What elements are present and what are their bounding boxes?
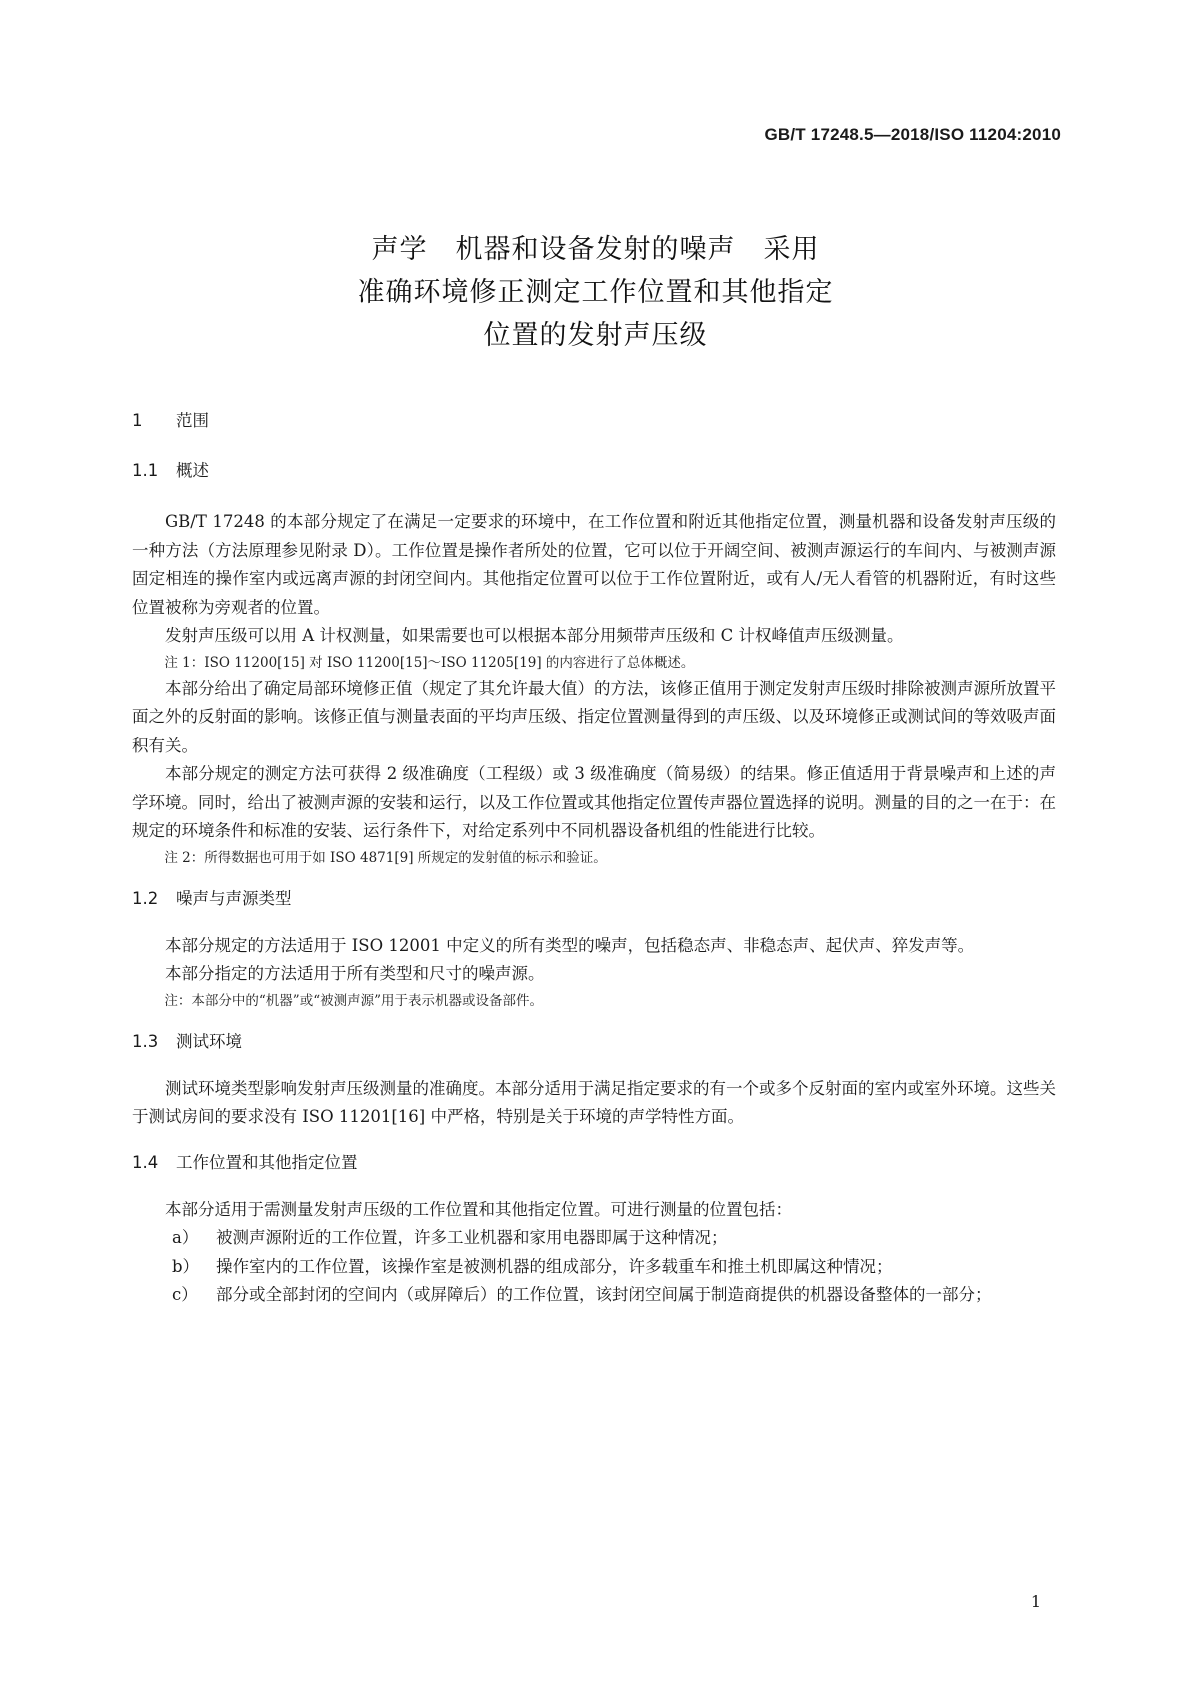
paragraph: 本部分规定的方法适用于 ISO 12001 中定义的所有类型的噪声，包括稳态声、非稳态声、起伏声、猝发声等。 xyxy=(165,935,975,955)
paragraph: GB/T 17248 的本部分规定了在满足一定要求的环境中，在工作位置和附近其他指定位置，测量机器和设备发射声压级的一种方法（方法原理参见附录 D）。工作位置是操作者所处的位置，它可以位于开阔空间、被测声源运行的车间内、与被测声源固定相连的操作室内或远离声源的封闭空间内。其他指定位置可以位于工作位置附近，或有人/无人看管的机器附近，有时这些位置被称为旁观者的位置。 xyxy=(132,512,1056,617)
list-item xyxy=(132,1224,1056,1253)
section-title: 概述 xyxy=(176,461,209,480)
list-marker: a） xyxy=(172,1228,199,1247)
paragraph: 本部分规定的测定方法可获得 2 级准确度（工程级）或 3 级准确度（简易级）的结果。修正值适用于背景噪声和上述的声学环境。同时，给出了被测声源的安装和运行，以及工作位置或其他指定位置传声器位置选择的说明。测量的目的之一在于：在规定的环境条件和标准的安装、运行条件下，对给定系列中不同机器设备机组的性能进行比较。 xyxy=(132,764,1056,840)
title-line-1: 声学 机器和设备发射的噪声 采用 xyxy=(371,234,820,265)
note: 注 1：ISO 11200[15] 对 ISO 11200[15]～ISO 11205[19] 的内容进行了总体概述。 xyxy=(164,654,695,671)
section-number: 1.2 xyxy=(132,888,159,908)
section-title: 噪声与声源类型 xyxy=(176,888,292,908)
list-item-text: 部分或全部封闭的空间内（或屏障后）的工作位置，该封闭空间属于制造商提供的机器设备整体的一部分； xyxy=(216,1285,992,1304)
document-title xyxy=(0,228,1191,357)
section-1-1-heading xyxy=(132,460,1056,482)
list-item-text: 被测声源附近的工作位置，许多工业机器和家用电器即属于这种情况； xyxy=(216,1228,728,1247)
section-1-3-heading xyxy=(132,1031,1056,1053)
paragraph: 本部分指定的方法适用于所有类型和尺寸的噪声源。 xyxy=(165,964,545,983)
section-1-4-heading xyxy=(132,1152,1056,1174)
paragraph: 本部分给出了确定局部环境修正值（规定了其允许最大值）的方法，该修正值用于测定发射声压级时排除被测声源所放置平面之外的反射面的影响。该修正值与测量表面的平均声压级、指定位置测量得到的声压级、以及环境修正或测试间的等效吸声面积有关。 xyxy=(132,678,1056,755)
title-line-3: 位置的发射声压级 xyxy=(483,320,708,351)
title-line-2: 准确环境修正测定工作位置和其他指定 xyxy=(357,277,834,308)
paragraph: 发射声压级可以用 A 计权测量，如果需要也可以根据本部分用频带声压级和 C 计权峰值声压级测量。 xyxy=(165,626,904,645)
note: 注 2：所得数据也可用于如 ISO 4871[9] 所规定的发射值的标示和验证。 xyxy=(164,849,607,866)
section-number: 1.1 xyxy=(132,461,159,480)
list-marker: b） xyxy=(172,1256,200,1276)
list-item-text: 操作室内的工作位置，该操作室是被测机器的组成部分，许多载重车和推土机即属这种情况； xyxy=(216,1256,893,1276)
paragraph: 测试环境类型影响发射声压级测量的准确度。本部分适用于满足指定要求的有一个或多个反射面的室内或室外环境。这些关于测试房间的要求没有 ISO 11201[16] 中严格，特别是关于环境的声学特性方面。 xyxy=(132,1078,1056,1126)
list-item xyxy=(132,1281,1056,1310)
paragraph: 本部分适用于需测量发射声压级的工作位置和其他指定位置。可进行测量的位置包括： xyxy=(165,1199,792,1219)
document-body xyxy=(132,410,1056,1310)
section-title: 范围 xyxy=(176,411,209,430)
section-1-2-heading xyxy=(132,888,1056,910)
note: 注：本部分中的“机器”或“被测声源”用于表示机器或设备部件。 xyxy=(164,992,543,1009)
section-number: 1.4 xyxy=(132,1152,159,1172)
section-title: 工作位置和其他指定位置 xyxy=(176,1152,358,1172)
page-number: 1 xyxy=(1030,1592,1041,1611)
list-marker: c） xyxy=(172,1285,198,1304)
standard-code: GB/T 17248.5—2018/ISO 11204:2010 xyxy=(764,125,1061,144)
section-number: 1 xyxy=(132,411,143,430)
section-title: 测试环境 xyxy=(176,1031,242,1051)
list-item xyxy=(132,1253,1056,1282)
section-number: 1.3 xyxy=(132,1031,159,1051)
section-1-heading xyxy=(132,410,1056,432)
